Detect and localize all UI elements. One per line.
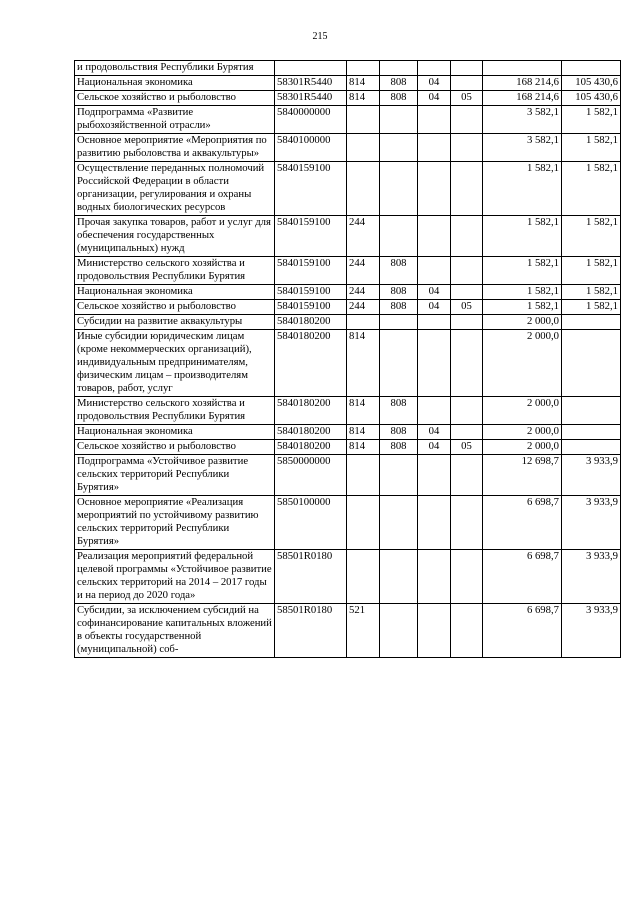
expense-type-cell: 244 xyxy=(347,216,380,257)
target-code-cell: 5850100000 xyxy=(275,496,347,550)
amount-2-cell xyxy=(562,425,621,440)
target-code-cell: 5840180200 xyxy=(275,425,347,440)
amount-1-cell: 6 698,7 xyxy=(483,496,562,550)
target-code-cell: 5840180200 xyxy=(275,440,347,455)
section-cell xyxy=(418,162,451,216)
amount-2-cell: 1 582,1 xyxy=(562,162,621,216)
subsection-cell: 05 xyxy=(451,440,483,455)
subsection-cell xyxy=(451,106,483,134)
row-name-cell: Министерство сельского хозяйства и продовольствия Республики Бурятия xyxy=(75,257,275,285)
table-row xyxy=(75,134,621,162)
expense-type-cell xyxy=(347,550,380,604)
section-cell xyxy=(418,455,451,496)
subsection-cell xyxy=(451,162,483,216)
ministry-code-cell: 808 xyxy=(380,257,418,285)
amount-1-cell: 3 582,1 xyxy=(483,106,562,134)
section-cell xyxy=(418,106,451,134)
subsection-cell xyxy=(451,315,483,330)
table-row xyxy=(75,455,621,496)
row-name-cell: Министерство сельского хозяйства и продовольствия Республики Бурятия xyxy=(75,397,275,425)
target-code-cell: 5840100000 xyxy=(275,134,347,162)
amount-1-cell: 1 582,1 xyxy=(483,285,562,300)
ministry-code-cell xyxy=(380,162,418,216)
subsection-cell xyxy=(451,285,483,300)
subsection-cell: 05 xyxy=(451,300,483,315)
target-code-cell: 5840000000 xyxy=(275,106,347,134)
amount-1-cell: 168 214,6 xyxy=(483,76,562,91)
expense-type-cell xyxy=(347,61,380,76)
amount-1-cell: 2 000,0 xyxy=(483,440,562,455)
target-code-cell: 58501R0180 xyxy=(275,550,347,604)
row-name-cell: Сельское хозяйство и рыболовство xyxy=(75,300,275,315)
expense-type-cell: 814 xyxy=(347,76,380,91)
table-row xyxy=(75,162,621,216)
row-name-cell: Иные субсидии юридическим лицам (кроме некоммерческих организаций), индивидуальным предпринимателям, физическим лицам – производителям товаров, работ, услуг xyxy=(75,330,275,397)
ministry-code-cell: 808 xyxy=(380,440,418,455)
ministry-code-cell xyxy=(380,61,418,76)
ministry-code-cell: 808 xyxy=(380,425,418,440)
amount-2-cell: 105 430,6 xyxy=(562,91,621,106)
table-row xyxy=(75,300,621,315)
section-cell xyxy=(418,216,451,257)
table-row xyxy=(75,315,621,330)
page-number: 215 xyxy=(312,31,328,42)
amount-2-cell xyxy=(562,440,621,455)
section-cell: 04 xyxy=(418,76,451,91)
amount-2-cell: 1 582,1 xyxy=(562,285,621,300)
amount-1-cell: 168 214,6 xyxy=(483,91,562,106)
amount-2-cell: 3 933,9 xyxy=(562,550,621,604)
section-cell: 04 xyxy=(418,91,451,106)
section-cell xyxy=(418,61,451,76)
subsection-cell xyxy=(451,604,483,658)
table-row xyxy=(75,440,621,455)
row-name-cell: Осуществление переданных полномочий Российской Федерации в области организации, регулирования и охраны водных биологических ресурсов xyxy=(75,162,275,216)
section-cell: 04 xyxy=(418,285,451,300)
amount-2-cell: 1 582,1 xyxy=(562,134,621,162)
expense-type-cell: 814 xyxy=(347,330,380,397)
amount-1-cell: 2 000,0 xyxy=(483,397,562,425)
ministry-code-cell: 808 xyxy=(380,285,418,300)
subsection-cell xyxy=(451,76,483,91)
expense-type-cell: 244 xyxy=(347,257,380,285)
expense-type-cell xyxy=(347,162,380,216)
subsection-cell: 05 xyxy=(451,91,483,106)
ministry-code-cell xyxy=(380,216,418,257)
expense-type-cell xyxy=(347,455,380,496)
amount-2-cell: 1 582,1 xyxy=(562,216,621,257)
section-cell xyxy=(418,315,451,330)
amount-1-cell: 12 698,7 xyxy=(483,455,562,496)
section-cell xyxy=(418,330,451,397)
row-name-cell: Подпрограмма «Устойчивое развитие сельских территорий Республики Бурятия» xyxy=(75,455,275,496)
expense-type-cell xyxy=(347,134,380,162)
target-code-cell: 58301R5440 xyxy=(275,91,347,106)
section-cell xyxy=(418,550,451,604)
row-name-cell: Субсидии, за исключением субсидий на софинансирование капитальных вложений в объекты государственной (муниципальной) соб- xyxy=(75,604,275,658)
table-row xyxy=(75,106,621,134)
amount-2-cell: 1 582,1 xyxy=(562,300,621,315)
expense-type-cell: 814 xyxy=(347,91,380,106)
expense-type-cell: 814 xyxy=(347,425,380,440)
subsection-cell xyxy=(451,425,483,440)
row-name-cell: Основное мероприятие «Мероприятия по развитию рыболовства и аквакультуры» xyxy=(75,134,275,162)
target-code-cell: 5840159100 xyxy=(275,300,347,315)
target-code-cell: 58301R5440 xyxy=(275,76,347,91)
amount-2-cell: 1 582,1 xyxy=(562,106,621,134)
expense-type-cell xyxy=(347,106,380,134)
amount-1-cell: 3 582,1 xyxy=(483,134,562,162)
section-cell: 04 xyxy=(418,440,451,455)
subsection-cell xyxy=(451,216,483,257)
subsection-cell xyxy=(451,330,483,397)
section-cell xyxy=(418,397,451,425)
table-row xyxy=(75,91,621,106)
expense-type-cell: 814 xyxy=(347,440,380,455)
amount-2-cell xyxy=(562,330,621,397)
row-name-cell: Реализация мероприятий федеральной целевой программы «Устойчивое развитие сельских территорий на 2014 – 2017 годы и на период до 2020 года» xyxy=(75,550,275,604)
table-row xyxy=(75,604,621,658)
subsection-cell xyxy=(451,496,483,550)
expense-type-cell xyxy=(347,496,380,550)
amount-1-cell: 6 698,7 xyxy=(483,550,562,604)
section-cell: 04 xyxy=(418,300,451,315)
amount-1-cell: 2 000,0 xyxy=(483,330,562,397)
row-name-cell: Национальная экономика xyxy=(75,425,275,440)
amount-1-cell: 6 698,7 xyxy=(483,604,562,658)
target-code-cell: 5840159100 xyxy=(275,216,347,257)
ministry-code-cell xyxy=(380,330,418,397)
subsection-cell xyxy=(451,257,483,285)
target-code-cell: 5840180200 xyxy=(275,397,347,425)
expense-type-cell: 244 xyxy=(347,300,380,315)
subsection-cell xyxy=(451,134,483,162)
table-row xyxy=(75,330,621,397)
ministry-code-cell xyxy=(380,604,418,658)
amount-1-cell: 1 582,1 xyxy=(483,162,562,216)
expense-type-cell: 521 xyxy=(347,604,380,658)
section-cell xyxy=(418,496,451,550)
target-code-cell: 58501R0180 xyxy=(275,604,347,658)
ministry-code-cell: 808 xyxy=(380,397,418,425)
expense-type-cell: 244 xyxy=(347,285,380,300)
target-code-cell: 5840180200 xyxy=(275,315,347,330)
expense-type-cell: 814 xyxy=(347,397,380,425)
subsection-cell xyxy=(451,550,483,604)
target-code-cell: 5850000000 xyxy=(275,455,347,496)
table-row xyxy=(75,397,621,425)
table-row xyxy=(75,76,621,91)
row-name-cell: и продовольствия Республики Бурятия xyxy=(75,61,275,76)
table-row xyxy=(75,496,621,550)
expense-type-cell xyxy=(347,315,380,330)
subsection-cell xyxy=(451,397,483,425)
section-cell: 04 xyxy=(418,425,451,440)
row-name-cell: Прочая закупка товаров, работ и услуг для обеспечения государственных (муниципальных) нужд xyxy=(75,216,275,257)
amount-1-cell: 1 582,1 xyxy=(483,300,562,315)
row-name-cell: Основное мероприятие «Реализация мероприятий по устойчивому развитию сельских территорий Республики Бурятия» xyxy=(75,496,275,550)
target-code-cell: 5840180200 xyxy=(275,330,347,397)
section-cell xyxy=(418,134,451,162)
budget-table xyxy=(74,60,621,658)
amount-2-cell xyxy=(562,397,621,425)
amount-1-cell: 2 000,0 xyxy=(483,425,562,440)
table-row xyxy=(75,425,621,440)
amount-2-cell: 1 582,1 xyxy=(562,257,621,285)
amount-2-cell: 105 430,6 xyxy=(562,76,621,91)
amount-1-cell: 1 582,1 xyxy=(483,257,562,285)
ministry-code-cell: 808 xyxy=(380,91,418,106)
table-row xyxy=(75,550,621,604)
table-row xyxy=(75,216,621,257)
row-name-cell: Сельское хозяйство и рыболовство xyxy=(75,440,275,455)
amount-2-cell xyxy=(562,315,621,330)
ministry-code-cell xyxy=(380,134,418,162)
table-row xyxy=(75,61,621,76)
ministry-code-cell xyxy=(380,455,418,496)
ministry-code-cell: 808 xyxy=(380,300,418,315)
target-code-cell: 5840159100 xyxy=(275,257,347,285)
amount-1-cell: 2 000,0 xyxy=(483,315,562,330)
amount-2-cell: 3 933,9 xyxy=(562,455,621,496)
section-cell xyxy=(418,257,451,285)
amount-1-cell xyxy=(483,61,562,76)
ministry-code-cell xyxy=(380,496,418,550)
ministry-code-cell: 808 xyxy=(380,76,418,91)
row-name-cell: Субсидии на развитие аквакультуры xyxy=(75,315,275,330)
subsection-cell xyxy=(451,61,483,76)
row-name-cell: Сельское хозяйство и рыболовство xyxy=(75,91,275,106)
ministry-code-cell xyxy=(380,106,418,134)
target-code-cell xyxy=(275,61,347,76)
section-cell xyxy=(418,604,451,658)
row-name-cell: Национальная экономика xyxy=(75,76,275,91)
target-code-cell: 5840159100 xyxy=(275,285,347,300)
amount-1-cell: 1 582,1 xyxy=(483,216,562,257)
target-code-cell: 5840159100 xyxy=(275,162,347,216)
subsection-cell xyxy=(451,455,483,496)
ministry-code-cell xyxy=(380,550,418,604)
row-name-cell: Национальная экономика xyxy=(75,285,275,300)
amount-2-cell: 3 933,9 xyxy=(562,604,621,658)
amount-2-cell: 3 933,9 xyxy=(562,496,621,550)
amount-2-cell xyxy=(562,61,621,76)
table-row xyxy=(75,257,621,285)
row-name-cell: Подпрограмма «Развитие рыбохозяйственной отрасли» xyxy=(75,106,275,134)
table-row xyxy=(75,285,621,300)
ministry-code-cell xyxy=(380,315,418,330)
